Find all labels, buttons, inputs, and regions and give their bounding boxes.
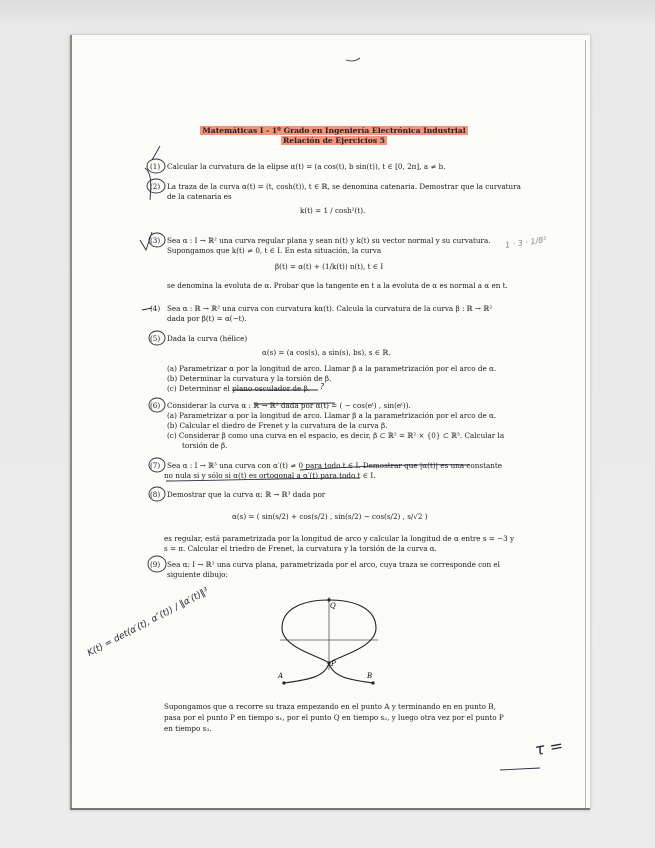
figure-label-q: Q (330, 602, 336, 610)
document-title: Matemáticas I - 1º Grado en Ingeniería Electrónica Industrial (202, 126, 466, 135)
circle-exercise-9 (148, 556, 166, 572)
handwritten-corner: τ = (533, 735, 565, 760)
circle-exercise-1 (147, 159, 165, 173)
circle-exercise-8 (149, 487, 165, 501)
exercise-7-line-1: Sea α : I → ℝ³ una curva con α′(t) ≠ 0 para todo t ∈ I. Demostrar que |α(t)| es una constante (167, 461, 503, 470)
exercise-3-formula: β(t) = α(t) + (1/k(t)) n(t), t ∈ I (275, 262, 384, 271)
handwritten-top-right: 1 · 3 · 1/8² (504, 235, 547, 250)
exercise-1-number: (1) (150, 162, 161, 171)
document-subtitle: Relación de Ejercicios 5 (282, 136, 386, 145)
handwritten-margin-note: K(t) = det(α′(t), α″(t)) / ‖α′(t)‖³ (86, 586, 211, 659)
exercise-1-text: Calcular la curvatura de la elipse α(t) = (a cos(t), b sin(t)), t ∈ [0, 2π], a ≠ b. (167, 162, 446, 171)
exercise-2-line-1: La traza de la curva α(t) = (t, cosh(t)), t ∈ ℝ, se denomina catenaria. Demostrar que la curvatura (167, 182, 521, 191)
stray-mark-bottom (500, 768, 540, 770)
exercise-3-after: se denomina la evoluta de α. Probar que la tangente en t a la evoluta de α es normal a α en t. (167, 281, 508, 290)
exercise-8-after-1: es regular, está parametrizada por la longitud de arco y calcular la longitud de α entre s = −3 y (164, 534, 515, 543)
handwritten-question-mark: ? (320, 382, 325, 391)
exercise-2-number: (2) (150, 182, 161, 191)
exercise-3-line-1: Sea α : I → ℝ² una curva regular plana y sean n(t) y k(t) su vector normal y su curvatura. (167, 236, 491, 245)
circle-exercise-2 (147, 179, 165, 193)
exercise-7-number: (7) (150, 461, 161, 470)
exercise-6-item-a: (a) Parametrizar α por la longitud de arco. Llamar β a la parametrización por el arco de α. (167, 411, 497, 420)
exercise-2-formula: k(t) = 1 / cosh²(t). (300, 206, 366, 215)
exercise-8-number: (8) (150, 490, 161, 499)
exercise-9-after-2: pasa por el punto P en tiempo s₁, por el punto Q en tiempo s₂, y luego otra vez por el punto P (164, 713, 504, 722)
exercise-9-number: (9) (150, 560, 161, 569)
underline-exercise-7-line-2 (166, 478, 360, 481)
exercise-6-item-c-cont: torsión de β. (182, 441, 228, 450)
exercise-5-number: (5) (150, 334, 161, 343)
stray-mark-top (346, 58, 360, 61)
circle-exercise-5 (149, 331, 165, 345)
figure-point-b (371, 681, 374, 684)
exercise-5-item-b: (b) Determinar la curvatura y la torsión de β. (167, 374, 332, 383)
exercise-4-line-2: dada por β(t) = α(−t). (167, 314, 247, 323)
check-mark-3 (140, 232, 152, 250)
circle-exercise-7 (149, 458, 165, 472)
exercise-5-formula: α(s) = (a cos(s), a sin(s), bs), s ∈ ℝ. (262, 348, 391, 357)
handwritten-annotations (140, 58, 540, 770)
exercise-2-line-2: de la catenaria es (167, 192, 232, 201)
exercise-9-line-2: siguiente dibujo: (167, 570, 228, 579)
exercise-5-item-c: (c) Determinar el plano osculador de β. (167, 384, 311, 393)
underline-exercise-6 (254, 403, 335, 404)
underline-exercise-7-line-1 (300, 465, 470, 470)
figure-point-a (282, 681, 285, 684)
exercise-4-line-1: Sea α : ℝ → ℝ² una curva con curvatura kα(t). Calcula la curvatura de la curva β : ℝ → ℝ² (167, 304, 493, 313)
circle-exercise-6 (149, 398, 165, 412)
exercise-8-formula: α(s) = ( sin(s/2) + cos(s/2) , sin(s/2) − cos(s/2) , s/√2 ) (232, 512, 428, 521)
exercise-3-line-2: Supongamos que k(t) ≠ 0, t ∈ I. En esta situación, la curva (167, 246, 382, 255)
exercise-6-number: (6) (150, 401, 161, 410)
exercise-5-item-a: (a) Parametrizar α por la longitud de arco. Llamar β a la parametrización por el arco de α. (167, 364, 497, 373)
exercise-4-number: (4) (150, 304, 161, 313)
exercise-9-after-3: en tiempo s₃. (164, 724, 212, 733)
exercise-6-item-b: (b) Calcular el diedro de Frenet y la curvatura de la curva β. (167, 421, 388, 430)
exercise-5-line-1: Dada la curva (hélice) (167, 334, 248, 343)
exercise-7-line-2: no nula si y sólo si α(t) es ortogonal a α′(t) para todo t ∈ I. (164, 471, 376, 480)
exercise-9-line-1: Sea α: I → ℝ² una curva plana, parametrizada por el arco, cuya traza se corresponde con el (167, 560, 500, 569)
exercise-9-after-1: Supongamos que α recorre su traza empezando en el punto A y terminando en en punto B, (164, 702, 496, 711)
figure-label-p: P (331, 660, 336, 668)
exercise-3-number: (3) (150, 236, 161, 245)
exercise-6-line-1: Considerar la curva α : ℝ → ℝ² dada por α(t) = ( − cos(eᵗ) , sin(eᵗ)). (167, 401, 411, 410)
dash-exercise-4 (142, 308, 152, 310)
exercise-8-line-1: Demostrar que la curva α: ℝ → ℝ³ dada por (167, 490, 326, 499)
figure-label-a: A (278, 672, 284, 680)
exercise-8-after-2: s = π. Calcular el triedro de Frenet, la curvatura y la torsión de la curva α. (164, 544, 437, 553)
exercise-6-item-c: (c) Considerar β como una curva en el espacio, es decir, β ⊂ ℝ² = ℝ² × {0} ⊂ ℝ³. Calcular la (167, 431, 505, 440)
figure-label-b: B (367, 672, 373, 680)
